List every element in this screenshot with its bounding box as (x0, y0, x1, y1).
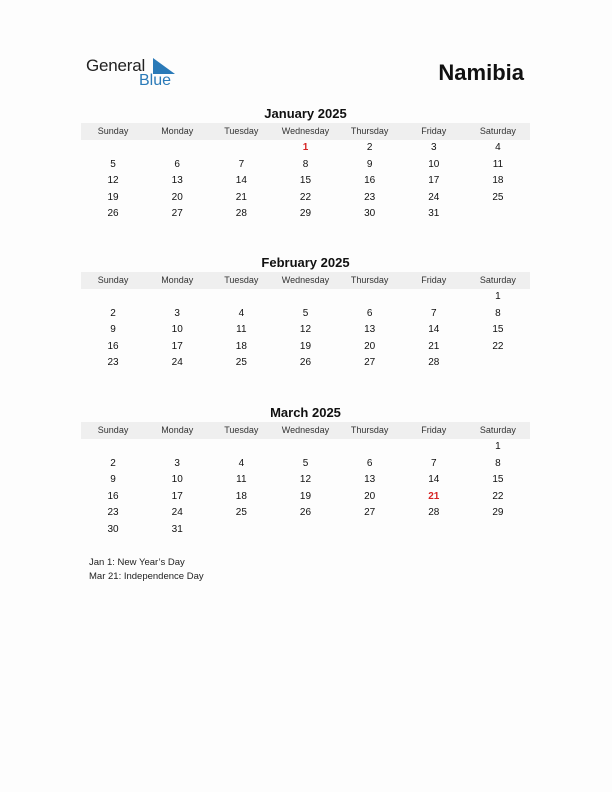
day-cell: 12 (299, 324, 312, 336)
day-cell: 20 (171, 191, 183, 203)
day-cell: 25 (492, 191, 504, 203)
day-cell: 10 (171, 474, 183, 486)
day-cell: 8 (495, 307, 501, 319)
weekday-header (81, 272, 530, 289)
month-february (81, 255, 530, 372)
day-cell: 14 (428, 324, 440, 336)
day-cell: 11 (492, 158, 504, 170)
day-cell: 6 (366, 457, 373, 469)
day-cell: 7 (430, 457, 437, 469)
logo-blue-text: Blue (139, 72, 172, 89)
empty-cell (209, 439, 273, 456)
day-cell: 18 (492, 175, 504, 187)
day-cell: 23 (107, 507, 119, 519)
day-cell: 6 (174, 158, 180, 170)
weekday-label: Thursday (350, 425, 389, 435)
weekday-label: Thursday (350, 126, 389, 136)
weekday-label: Friday (421, 425, 447, 435)
empty-cell (338, 522, 402, 539)
day-cell: 30 (364, 208, 376, 220)
day-cell: 2 (110, 457, 116, 469)
weekday-label: Saturday (479, 425, 516, 435)
country-title: Namibia (438, 60, 524, 85)
weekday-label: Sunday (97, 425, 129, 435)
month-title: March 2025 (270, 405, 341, 420)
day-cell: 17 (428, 175, 440, 187)
day-cell: 1 (495, 291, 501, 302)
day-cell: 26 (299, 357, 312, 369)
holiday-notes (89, 556, 204, 584)
weekday-label: Friday (421, 275, 447, 285)
empty-cell (466, 522, 530, 539)
day-cell: 16 (364, 175, 376, 187)
empty-cell (402, 289, 466, 306)
day-cell: 12 (107, 175, 119, 187)
day-cell: 11 (236, 474, 247, 486)
weekday-label: Saturday (479, 126, 516, 136)
day-cell: 23 (107, 357, 119, 369)
day-cell: 31 (428, 208, 440, 220)
day-cell: 19 (299, 490, 312, 502)
day-cell: 25 (235, 507, 247, 519)
day-grid (81, 439, 530, 539)
day-cell: 8 (302, 158, 309, 170)
day-cell: 22 (299, 191, 312, 203)
day-cell: 4 (238, 307, 245, 319)
day-cell: 29 (492, 507, 504, 519)
day-cell: 22 (492, 490, 504, 502)
day-cell: 29 (299, 208, 312, 220)
weekday-label: Tuesday (224, 425, 259, 435)
day-cell: 6 (366, 307, 373, 319)
weekday-label: Saturday (479, 275, 516, 285)
month-title: January 2025 (264, 106, 347, 121)
day-cell: 10 (428, 158, 440, 170)
empty-cell (209, 289, 273, 306)
day-cell: 27 (364, 507, 376, 519)
empty-cell (209, 140, 273, 157)
day-cell: 15 (492, 324, 504, 336)
empty-cell (145, 289, 209, 306)
day-cell: 16 (107, 340, 119, 352)
day-cell: 28 (428, 357, 440, 369)
day-cell: 13 (171, 175, 183, 187)
empty-cell (466, 355, 530, 372)
day-cell: 15 (492, 474, 504, 486)
day-cell: 1 (302, 142, 309, 153)
day-cell: 13 (364, 324, 376, 336)
day-cell: 19 (107, 191, 119, 203)
day-cell: 20 (364, 490, 376, 502)
day-cell: 15 (299, 175, 312, 187)
day-cell: 9 (366, 158, 373, 170)
day-grid (81, 140, 530, 223)
weekday-label: Tuesday (224, 275, 259, 285)
day-cell: 3 (430, 142, 437, 153)
empty-cell (81, 439, 145, 456)
logo (86, 56, 186, 92)
empty-cell (81, 289, 145, 306)
weekday-label: Monday (161, 126, 194, 136)
month-title: February 2025 (261, 255, 350, 270)
day-cell: 14 (428, 474, 440, 486)
day-grid (81, 289, 530, 372)
empty-cell (402, 439, 466, 456)
day-cell: 4 (238, 457, 245, 469)
day-cell: 22 (492, 340, 504, 352)
day-cell: 19 (299, 340, 312, 352)
month-january (81, 106, 530, 223)
weekday-label: Monday (161, 425, 194, 435)
day-cell: 5 (302, 457, 309, 469)
weekday-label: Sunday (97, 275, 129, 285)
weekday-label: Wednesday (281, 425, 330, 435)
day-cell: 21 (428, 340, 440, 352)
empty-cell (209, 522, 273, 539)
empty-cell (273, 439, 337, 456)
day-cell: 26 (107, 208, 119, 220)
day-cell: 20 (364, 340, 376, 352)
day-cell: 3 (174, 457, 180, 469)
day-cell: 21 (428, 490, 440, 502)
empty-cell (338, 439, 402, 456)
day-cell: 18 (235, 340, 247, 352)
day-cell: 28 (428, 507, 440, 519)
weekday-label: Tuesday (224, 126, 259, 136)
day-cell: 28 (235, 208, 247, 220)
day-cell: 11 (236, 324, 247, 336)
day-cell: 7 (238, 158, 245, 170)
day-cell: 27 (171, 208, 183, 220)
day-cell: 24 (171, 507, 183, 519)
empty-cell (338, 289, 402, 306)
holiday-note: Mar 21: Independence Day (89, 571, 204, 582)
empty-cell (273, 522, 337, 539)
day-cell: 8 (495, 457, 501, 469)
day-cell: 10 (171, 324, 183, 336)
weekday-label: Friday (421, 126, 447, 136)
day-cell: 30 (107, 523, 119, 535)
day-cell: 14 (235, 175, 247, 187)
weekday-label: Wednesday (281, 126, 330, 136)
day-cell: 18 (235, 490, 247, 502)
day-cell: 27 (364, 357, 376, 369)
day-cell: 31 (171, 523, 183, 535)
day-cell: 23 (364, 191, 376, 203)
day-cell: 4 (495, 142, 501, 153)
day-cell: 17 (171, 490, 183, 502)
day-cell: 24 (171, 357, 183, 369)
weekday-header (81, 123, 530, 140)
day-cell: 1 (495, 441, 501, 452)
empty-cell (81, 140, 145, 157)
day-cell: 9 (110, 324, 116, 336)
logo-general-text: General (86, 56, 146, 75)
empty-cell (273, 289, 337, 306)
day-cell: 24 (428, 191, 440, 203)
weekday-header (81, 422, 530, 439)
day-cell: 21 (235, 191, 247, 203)
day-cell: 5 (110, 158, 116, 170)
day-cell: 5 (302, 307, 309, 319)
month-march (81, 405, 530, 539)
day-cell: 7 (430, 307, 437, 319)
day-cell: 12 (299, 474, 312, 486)
weekday-label: Monday (161, 275, 194, 285)
day-cell: 13 (364, 474, 376, 486)
day-cell: 3 (174, 307, 180, 319)
day-cell: 16 (107, 490, 119, 502)
empty-cell (466, 206, 530, 223)
day-cell: 9 (110, 474, 116, 486)
empty-cell (402, 522, 466, 539)
weekday-label: Thursday (350, 275, 389, 285)
empty-cell (145, 140, 209, 157)
day-cell: 2 (110, 307, 116, 319)
weekday-label: Wednesday (281, 275, 330, 285)
day-cell: 25 (235, 357, 247, 369)
holiday-note: Jan 1: New Year’s Day (89, 557, 185, 568)
weekday-label: Sunday (97, 126, 129, 136)
day-cell: 2 (366, 142, 373, 153)
day-cell: 17 (171, 340, 183, 352)
empty-cell (145, 439, 209, 456)
day-cell: 26 (299, 507, 312, 519)
